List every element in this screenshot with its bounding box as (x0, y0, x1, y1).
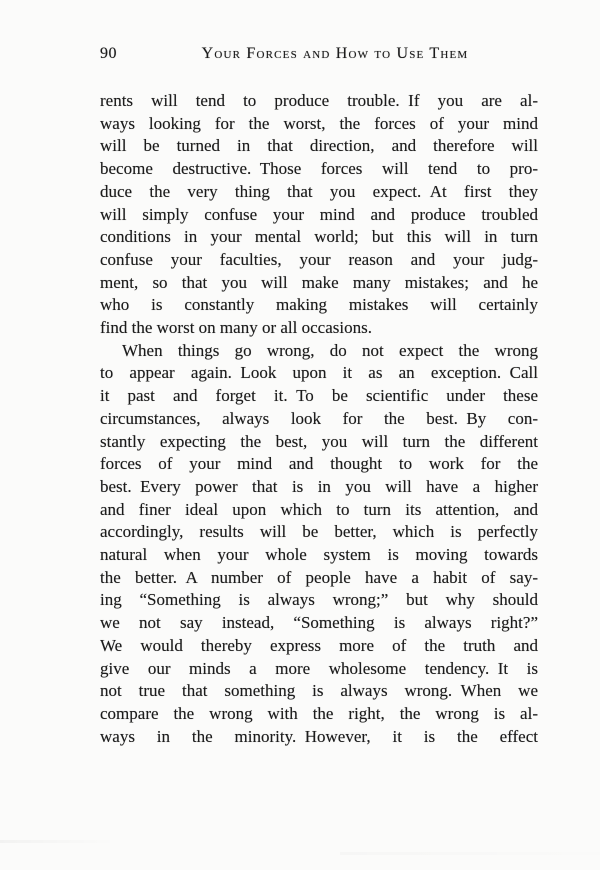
text-line: best. Every power that is in you will have a higher (100, 476, 538, 496)
text-line: not true that something is always wrong. When we (100, 681, 538, 701)
text-line: and finer ideal upon which to turn its attention, and (100, 499, 538, 519)
text-line: We would thereby express more of the truth and (100, 635, 538, 655)
text-line: duce the very thing that you expect. At first they (100, 181, 538, 201)
text-line: stantly expecting the best, you will turn the different (100, 431, 538, 451)
text-line: compare the wrong with the right, the wrong is al- (100, 703, 538, 723)
paragraph (100, 340, 538, 749)
text-line: ment, so that you will make many mistakes; and he (100, 272, 538, 292)
text-line: it past and forget it. To be scientific under these (100, 386, 538, 406)
text-line: give our minds a more wholesome tendency. It is (100, 658, 538, 678)
paragraph (100, 90, 538, 340)
text-line: circumstances, always look for the best. By con- (100, 408, 538, 428)
text-line: will be turned in that direction, and therefore will (100, 136, 538, 156)
text-line: will simply confuse your mind and produce troubled (100, 204, 538, 224)
text-line: conditions in your mental world; but this will in turn (100, 227, 538, 247)
text-line: we not say instead, “Something is always right?” (100, 613, 538, 633)
text-line: confuse your faculties, your reason and your judg- (100, 249, 538, 269)
text-line: ways in the minority. However, it is the effect (100, 726, 538, 746)
text-line: who is constantly making mistakes will certainly (100, 295, 538, 315)
text-line: the better. A number of people have a habit of say- (100, 567, 538, 587)
text-line: become destructive. Those forces will tend to pro- (100, 159, 538, 179)
text-line: accordingly, results will be better, which is perfectly (100, 522, 538, 542)
text-block (100, 90, 538, 748)
page-number: 90 (100, 45, 117, 62)
running-head (100, 45, 538, 63)
text-line: ing “Something is always wrong;” but why should (100, 590, 538, 610)
running-title: Your Forces and How to Use Them (201, 45, 469, 62)
text-line: natural when your whole system is moving towards (100, 545, 538, 565)
text-line: to appear again. Look upon it as an exception. Call (100, 363, 538, 383)
text-line: rents will tend to produce trouble. If you are al- (100, 91, 538, 110)
text-line: find the worst on many or all occasions. (100, 318, 372, 338)
text-line: When things go wrong, do not expect the wrong (122, 340, 538, 360)
text-line: ways looking for the worst, the forces of your mind (100, 113, 538, 133)
text-line: forces of your mind and thought to work for the (100, 454, 538, 474)
